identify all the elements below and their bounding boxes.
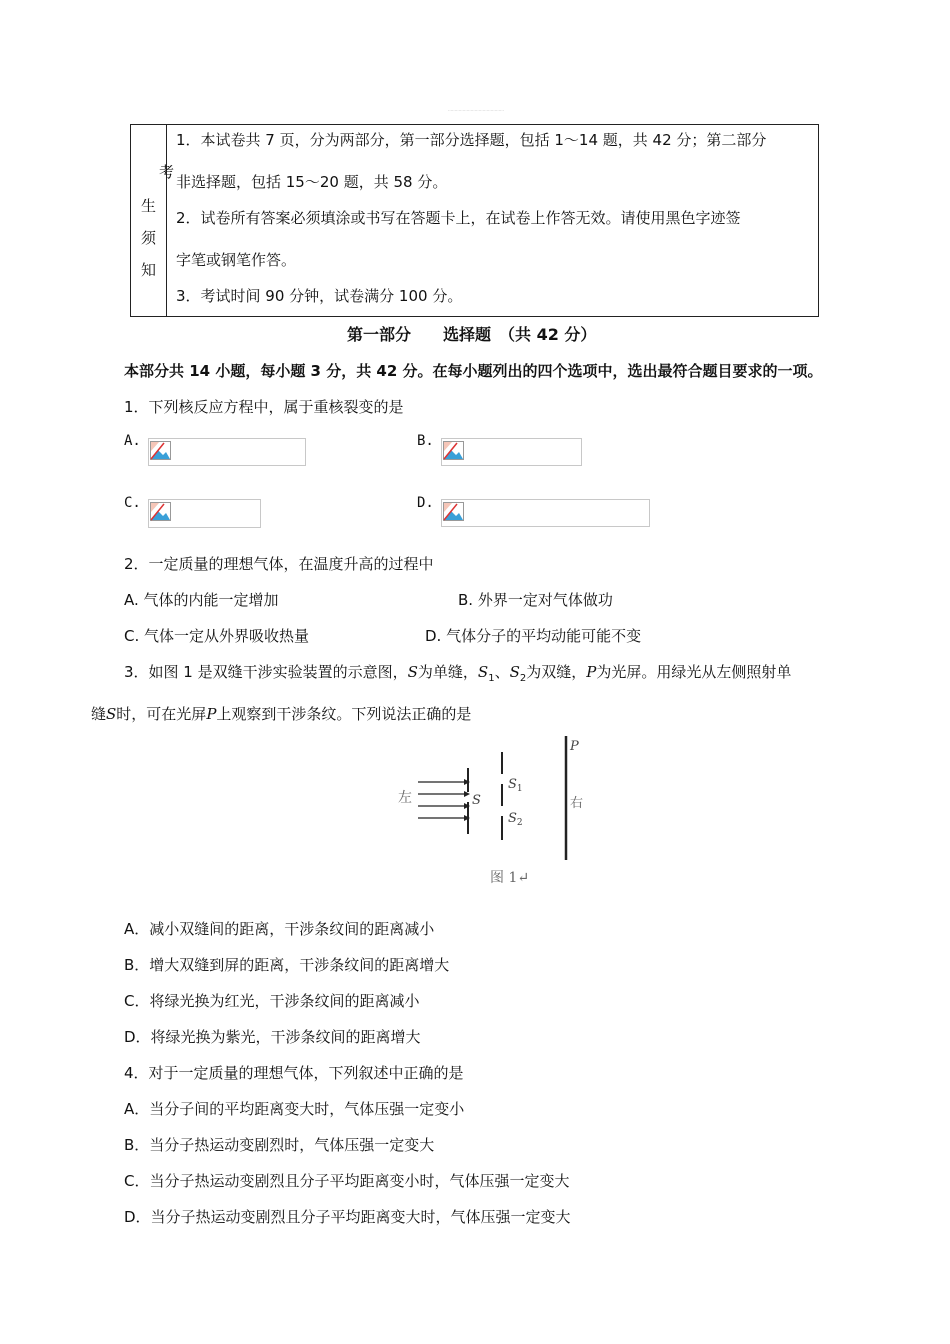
fig-left-label: 左 xyxy=(398,790,412,806)
notice-divider xyxy=(166,125,167,316)
broken-image-icon xyxy=(443,502,465,522)
q2-option-b[interactable]: B. 外界一定对气体做功 xyxy=(458,591,613,609)
q3-stem-line-2: 缝S时，可在光屏P上观察到干涉条纹。下列说法正确的是 xyxy=(91,705,472,723)
notice-label-xu: 须 xyxy=(141,229,157,247)
q4-option-c[interactable]: C．当分子热运动变剧烈且分子平均距离变小时，气体压强一定变大 xyxy=(124,1172,570,1190)
q1-option-b-image[interactable] xyxy=(441,438,582,466)
q3-option-d[interactable]: D．将绿光换为紫光，干涉条纹间的距离增大 xyxy=(124,1028,421,1046)
broken-image-icon xyxy=(150,441,172,461)
q1-option-d-label: D. xyxy=(417,495,434,511)
q4-option-d[interactable]: D．当分子热运动变剧烈且分子平均距离变大时，气体压强一定变大 xyxy=(124,1208,571,1226)
q2-option-c[interactable]: C. 气体一定从外界吸收热量 xyxy=(124,627,310,645)
notice-line-5: 3．考试时间 90 分钟，试卷满分 100 分。 xyxy=(176,287,463,305)
notice-label-zhi: 知 xyxy=(141,261,157,279)
q3-option-c[interactable]: C．将绿光换为红光，干涉条纹间的距离减小 xyxy=(124,992,420,1010)
q4-stem: 4．对于一定质量的理想气体，下列叙述中正确的是 xyxy=(124,1064,464,1082)
q1-option-c-label: C. xyxy=(124,495,141,511)
exam-notice-box xyxy=(130,124,819,317)
figure-caption: 图 1↵ xyxy=(490,870,530,886)
notice-line-2: 非选择题，包括 15～20 题，共 58 分。 xyxy=(176,173,448,191)
notice-label-sheng: 生 xyxy=(141,197,157,215)
notice-line-1: 1．本试卷共 7 页，分为两部分，第一部分选择题，包括 1～14 题，共 42 分；第二部分 xyxy=(176,131,767,149)
q1-option-b-label: B. xyxy=(417,433,434,449)
q3-stem-line-1: 3．如图 1 是双缝干涉实验装置的示意图，S为单缝，$S_1$、$S_2$为双缝，P为光屏。用绿光从左侧照射单 xyxy=(124,663,792,684)
section-instruction: 本部分共 14 小题，每小题 3 分，共 42 分。在每小题列出的四个选项中，选出最符合题目要求的一项。 xyxy=(124,362,823,380)
q4-option-b[interactable]: B．当分子热运动变剧烈时，气体压强一定变大 xyxy=(124,1136,435,1154)
q1-stem: 1．下列核反应方程中，属于重核裂变的是 xyxy=(124,398,404,416)
fig-s1-label: $S_1$ xyxy=(508,777,523,794)
broken-image-icon xyxy=(150,502,172,522)
section-title: 第一部分 选择题 （共 42 分） xyxy=(347,325,597,344)
q2-option-a[interactable]: A. 气体的内能一定增加 xyxy=(124,591,279,609)
fig-s-label: S xyxy=(472,793,481,808)
fig-p-label: P xyxy=(570,739,579,754)
notice-line-4: 字笔或钢笔作答。 xyxy=(176,251,297,269)
header-mark: …………………………………… xyxy=(448,107,504,112)
q1-option-a-image[interactable] xyxy=(148,438,306,466)
q2-stem: 2．一定质量的理想气体，在温度升高的过程中 xyxy=(124,555,434,573)
q4-option-a[interactable]: A．当分子间的平均距离变大时，气体压强一定变小 xyxy=(124,1100,465,1118)
q3-option-a[interactable]: A．减小双缝间的距离，干涉条纹间的距离减小 xyxy=(124,920,435,938)
notice-label-kao: 考 xyxy=(159,163,175,181)
notice-line-3: 2．试卷所有答案必须填涂或书写在答题卡上，在试卷上作答无效。请使用黑色字迹签 xyxy=(176,209,741,227)
q2-option-d[interactable]: D. 气体分子的平均动能可能不变 xyxy=(425,627,642,645)
fig-right-label: 右 xyxy=(570,796,584,811)
q3-option-b[interactable]: B．增大双缝到屏的距离，干涉条纹间的距离增大 xyxy=(124,956,450,974)
q1-option-a-label: A. xyxy=(124,433,141,449)
fig-s2-label: $S_2$ xyxy=(508,811,523,828)
broken-image-icon xyxy=(443,441,465,461)
q1-option-c-image[interactable] xyxy=(148,499,261,528)
q1-option-d-image[interactable] xyxy=(441,499,650,527)
double-slit-diagram xyxy=(390,730,610,890)
